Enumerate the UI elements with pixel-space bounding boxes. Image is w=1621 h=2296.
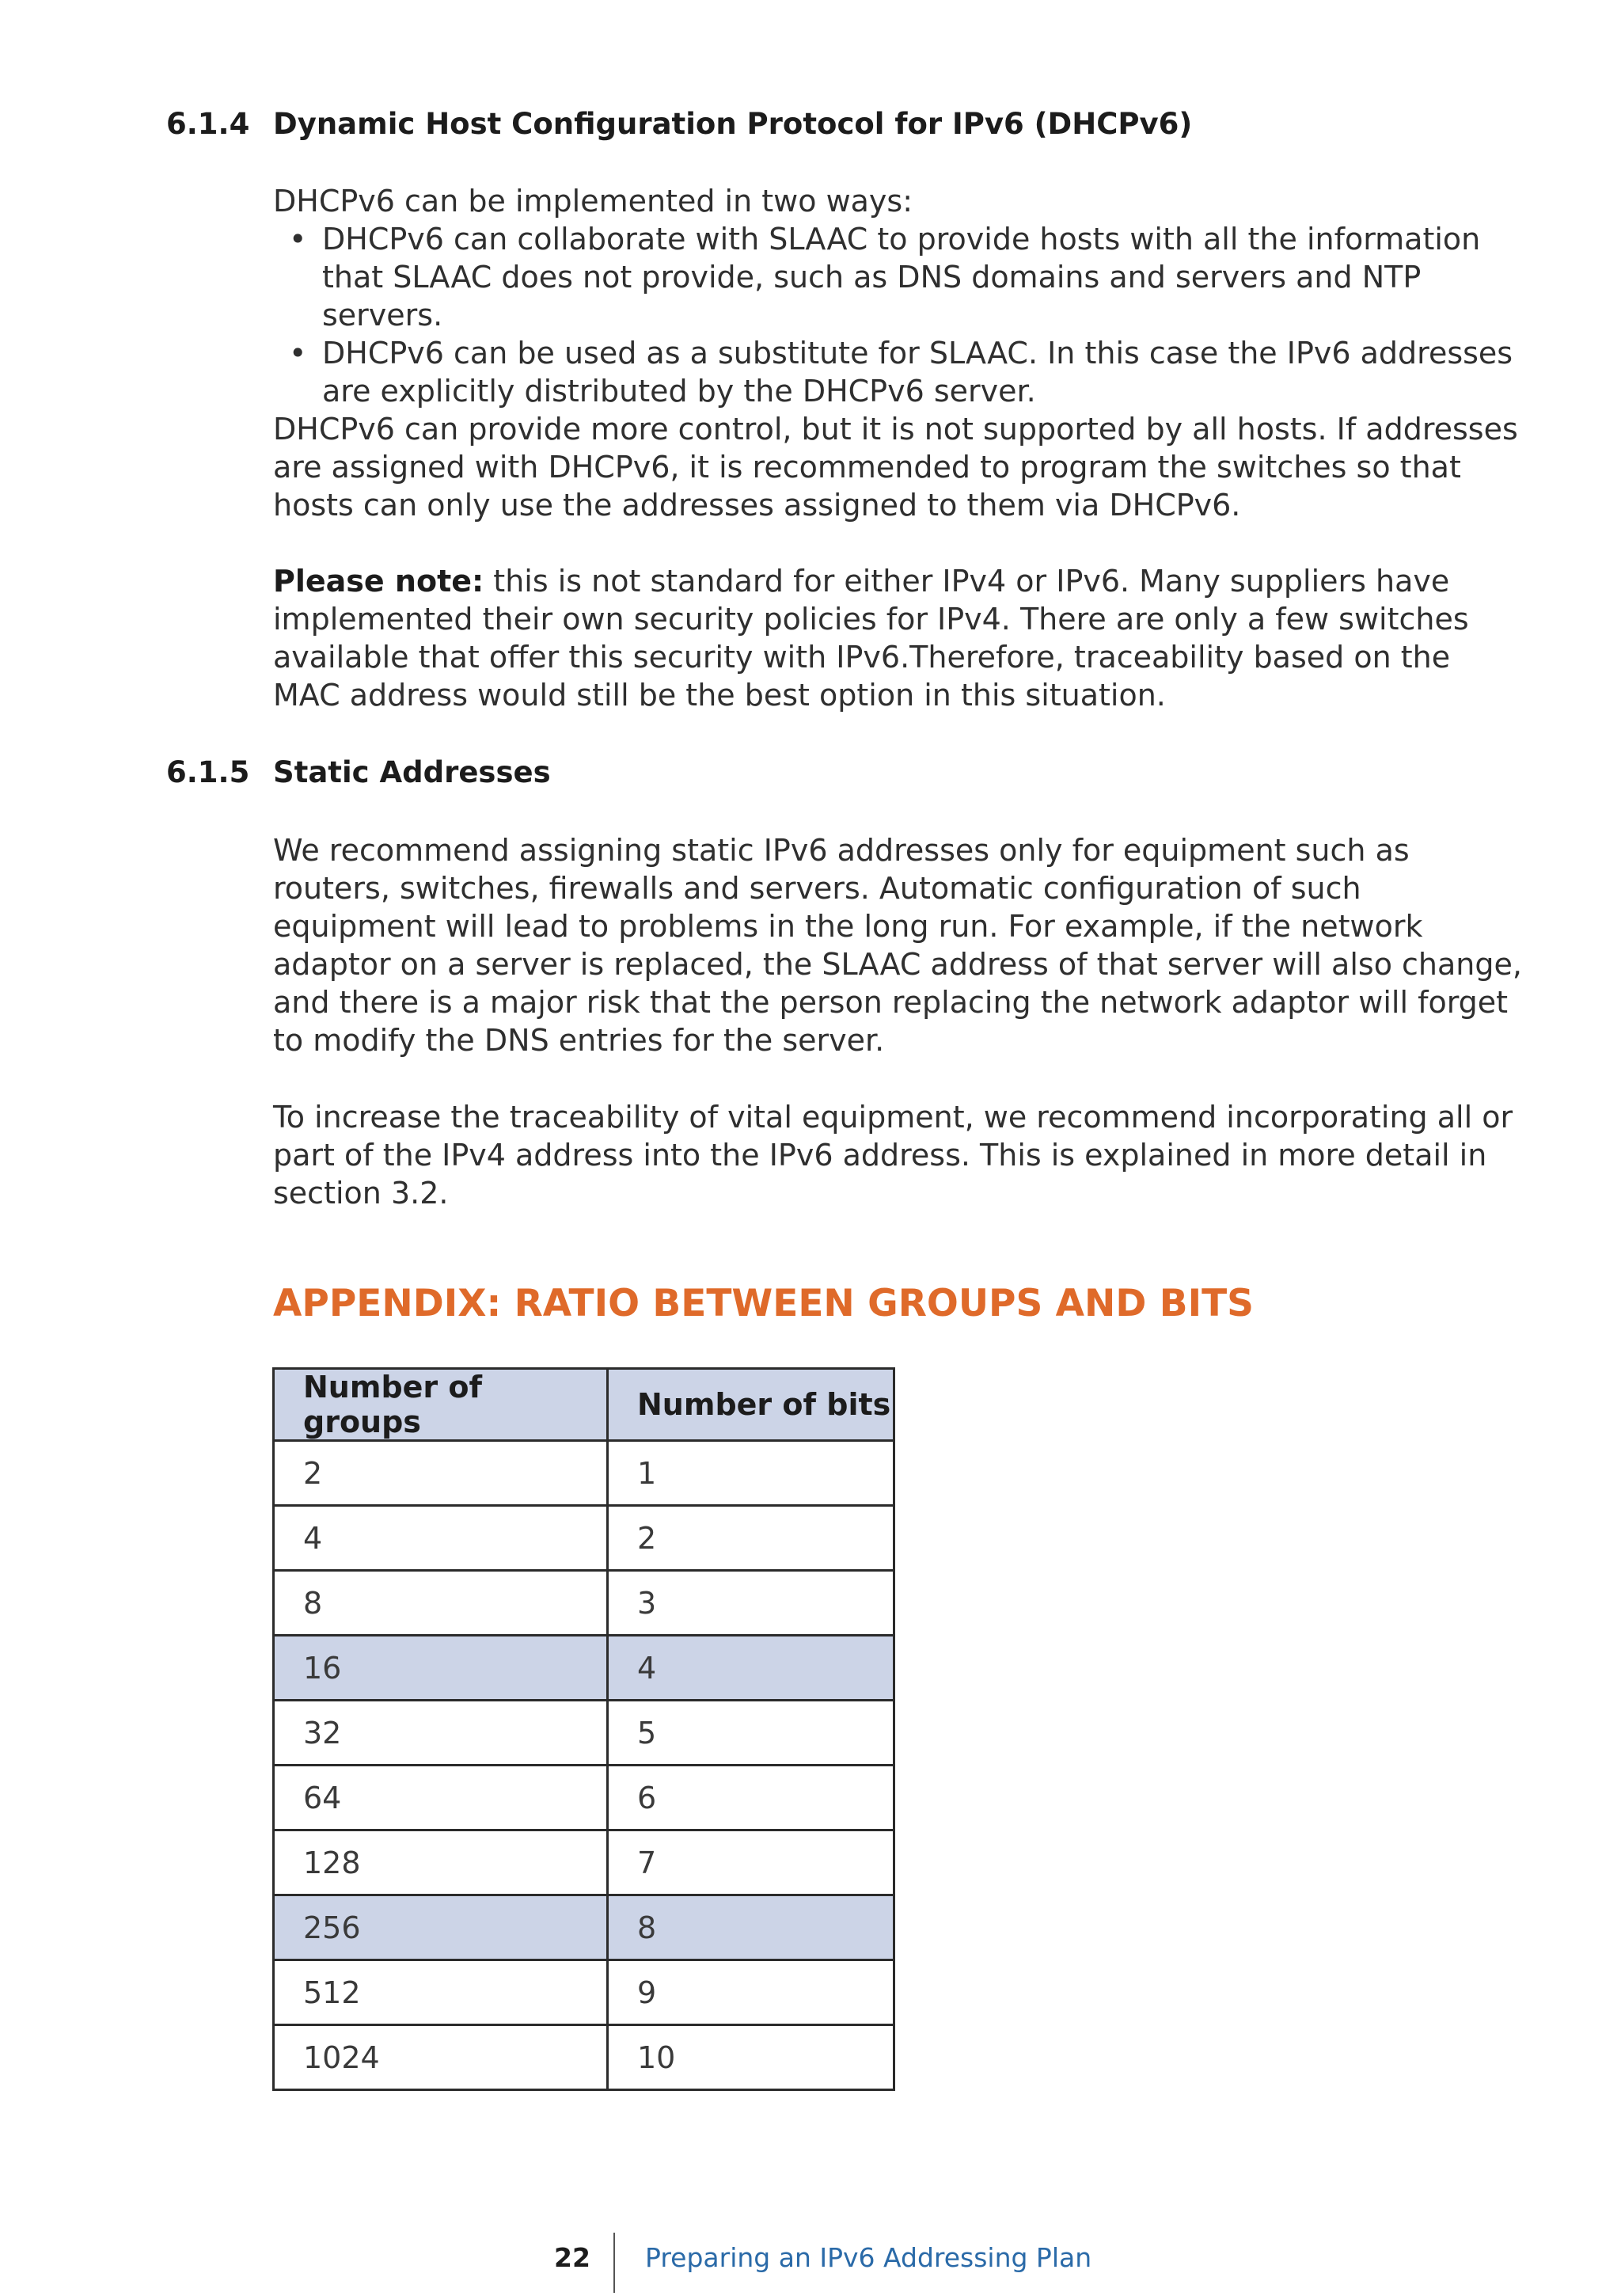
groups-cell: 8 — [274, 1571, 608, 1636]
page-footer — [0, 2233, 1621, 2296]
table-row — [274, 1766, 894, 1830]
table-row-highlighted — [274, 1636, 894, 1701]
dhcpv6-ways-list — [273, 220, 1539, 410]
footer-divider — [613, 2233, 615, 2293]
groups-cell: 1024 — [274, 2025, 608, 2090]
groups-cell: 512 — [274, 1960, 608, 2025]
section-heading-6-1-5 — [166, 754, 551, 792]
groups-cell: 32 — [274, 1701, 608, 1766]
table-row — [274, 1701, 894, 1766]
table-row — [274, 2025, 894, 2090]
bits-cell: 5 — [608, 1701, 894, 1766]
table-row — [274, 1960, 894, 2025]
table-row — [274, 1506, 894, 1571]
table-row — [274, 1571, 894, 1636]
bits-cell: 1 — [608, 1441, 894, 1506]
bits-cell: 10 — [608, 2025, 894, 2090]
footer-document-title: Preparing an IPv6 Addressing Plan — [645, 2242, 1092, 2273]
section-number: 6.1.5 — [166, 755, 250, 789]
bits-cell: 3 — [608, 1571, 894, 1636]
table-row — [274, 1441, 894, 1506]
groups-cell: 64 — [274, 1766, 608, 1830]
bits-cell: 6 — [608, 1766, 894, 1830]
groups-cell: 2 — [274, 1441, 608, 1506]
bits-cell: 7 — [608, 1830, 894, 1895]
list-item: • DHCPv6 can collaborate with SLAAC to provide hosts with all the information that SLAAC does not provide, such as DNS domains and servers and NTP servers. — [273, 220, 1539, 334]
section-title: Dynamic Host Configuration Protocol for IPv6 (DHCPv6) — [273, 107, 1193, 141]
note-label: Please note: — [273, 564, 484, 599]
table-row — [274, 1830, 894, 1895]
column-header-bits: Number of bits — [608, 1369, 894, 1441]
section-heading-6-1-4 — [166, 105, 1192, 143]
please-note-paragraph — [273, 562, 1524, 714]
groups-cell: 16 — [274, 1636, 608, 1701]
groups-cell: 128 — [274, 1830, 608, 1895]
bits-cell: 8 — [608, 1895, 894, 1960]
dhcpv6-intro: DHCPv6 can be implemented in two ways: — [273, 184, 913, 219]
table-row-highlighted — [274, 1895, 894, 1960]
dhcpv6-control-paragraph: DHCPv6 can provide more control, but it is not supported by all hosts. If addresses are assigned with DHCPv6, it is recommended to program the switches so that hosts can only use the addresses assigned to them via DHCPv6. — [273, 412, 1518, 523]
bits-cell: 4 — [608, 1636, 894, 1701]
groups-cell: 4 — [274, 1506, 608, 1571]
groups-bits-table — [272, 1367, 895, 2091]
section-number: 6.1.4 — [166, 107, 250, 141]
section-title: Static Addresses — [273, 755, 551, 789]
bits-cell: 2 — [608, 1506, 894, 1571]
list-item: • DHCPv6 can be used as a substitute for SLAAC. In this case the IPv6 addresses are explicitly distributed by the DHCPv6 server. — [273, 334, 1539, 410]
note-text: this is not standard for either IPv4 or IPv6. Many suppliers have implemented their own security policies for IPv4. There are only a few switches available that offer this security with IPv6.Therefore, traceability based on the MAC address would still be the best option in this situation. — [273, 564, 1469, 713]
appendix-title: APPENDIX: RATIO BETWEEN GROUPS AND BITS — [273, 1282, 1254, 1325]
column-header-groups: Number of groups — [274, 1369, 608, 1441]
traceability-paragraph: To increase the traceability of vital equipment, we recommend incorporating all or part of the IPv4 address into the IPv6 address. This is explained in more detail in section 3.2. — [273, 1100, 1513, 1211]
groups-cell: 256 — [274, 1895, 608, 1960]
bits-cell: 9 — [608, 1960, 894, 2025]
table-header-row — [274, 1369, 894, 1441]
page-number: 22 — [554, 2242, 590, 2273]
static-addresses-paragraph: We recommend assigning static IPv6 addresses only for equipment such as routers, switches, firewalls and servers. Automatic configuration of such equipment will lead to problems in the long run. For example, if the network adaptor on a server is replaced, the SLAAC address of that server will also change, and there is a major risk that the person replacing the network adaptor will forget to modify the DNS entries for the server. — [273, 833, 1522, 1058]
